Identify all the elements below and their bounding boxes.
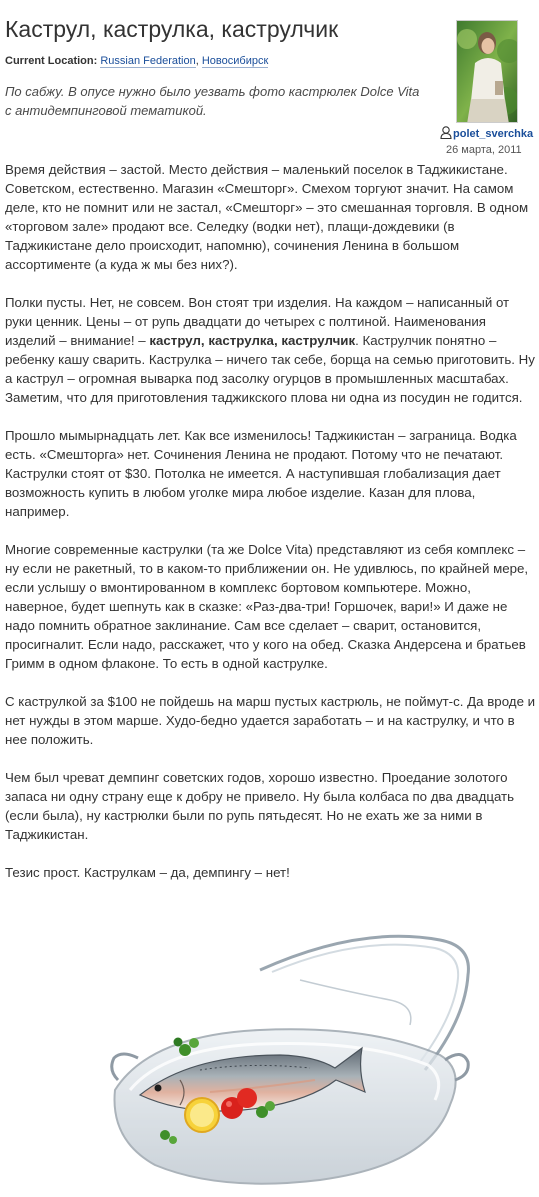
location-country-link[interactable]: Russian Federation xyxy=(100,55,196,67)
article-body xyxy=(5,160,536,901)
paragraph-7: Тезис прост. Каструлкам – да, демпингу – нет! xyxy=(5,865,290,880)
glass-casserole-with-fish-image xyxy=(110,930,470,1195)
paragraph-1: Время действия – застой. Место действия – маленький поселок в Таджикистане. Советском, естественно. Магазин «Смешторг». Смехом торгуют значит. На самом деле, кто не помнит или не застал, «Смешторг» – это смешанная торговля. В одном «торговом зале» продают все. Селедку (водки нет), плащи-дождевики (в Таджикистане дело происходит, напомню), сочинения Ленина в большом ассортименте (а куда ж мы без них?). xyxy=(5,162,529,272)
paragraph-2 xyxy=(5,293,536,407)
article-intro: По сабжу. В опусе нужно было уезвать фото кастрюлек Dolce Vita с антидемпинговой тематикой. xyxy=(5,84,420,118)
location-city-link[interactable]: Новосибирск xyxy=(201,55,269,67)
article-title: Каструл, каструлка, каструлчик xyxy=(5,16,339,42)
current-location xyxy=(5,54,268,68)
post-date: 26 марта, 2011 xyxy=(446,144,522,156)
paragraph-2-start: Полки пусты. Нет, не совсем. Вон стоят три изделия. На каждом – написанный от руки ценник. Цены – от рупь двадцати до четырех с полтиной. Наименования изделий – внимание! – xyxy=(5,295,510,348)
paragraph-2-end: . Каструлчик понятно – ребенку кашу сварить. Каструлка – ничего так себе, борща на семью приготовить. Ну а каструл – огромная выварка под засолку огурцов в промышленных масштабах. Заметим, что для приготовления таджикского плова ни одна из посудин не годится. xyxy=(5,333,535,405)
author-name-link[interactable]: polet_sverchka xyxy=(453,128,534,140)
author-avatar[interactable] xyxy=(456,20,518,123)
paragraph-4: Многие современные каструлки (та же Dolce Vita) представляют из себя комплекс – ну если не ракетный, то в каком-то приближении он. Не удивлюсь, по крайней мере, если услышу о вмонтированном в комплекс бортовом компьютере. Можно, наверное, будет шепнуть как в сказке: «Раз-два-три! Горшочек, вари!» И даже не надо помнить обратное заклинание. Сам все сделает – сварит, остановится, просигналит. Если надо, расскажет, что у кого на обед. Сказка Андерсена и братьев Гримм в одном флаконе. То есть в одной каструлке. xyxy=(5,542,529,671)
avatar-photo xyxy=(457,21,518,123)
paragraph-3: Прошло мымырнадцать лет. Как все изменилось! Таджикистан – заграница. Водка есть. «Смешторга» нет. Сочинения Ленина не продают. Потому что не печатают. Каструлки стоят от $30. Потолка не имеется. А наступившая глобализация дает возможность купить в любом уголке мира любое изделие. Казан для плова, например. xyxy=(5,428,517,519)
location-separator: , xyxy=(195,55,202,67)
casserole-illustration xyxy=(110,930,470,1195)
paragraph-2-bold: каструл, каструлка, каструлчик xyxy=(149,333,356,348)
paragraph-5: С каструлкой за $100 не пойдешь на марш пустых кастрюль, не поймут-с. Да вроде и нет нужды в этом марше. Худо-бедно удается заработать – и на каструлку, и что в нее положить. xyxy=(5,694,536,747)
paragraph-6: Чем был чреват демпинг советских годов, хорошо известно. Проедание золотого запаса ни одну страну еще к добру не привело. Ну была колбаса по два двадцать (если была), ну кастрюлки были по рупь пятьдесят. Но не ехать же за ними в Таджикистан. xyxy=(5,770,515,842)
user-icon xyxy=(440,126,452,143)
author-line xyxy=(440,126,539,143)
location-label: Current Location: xyxy=(5,55,98,67)
